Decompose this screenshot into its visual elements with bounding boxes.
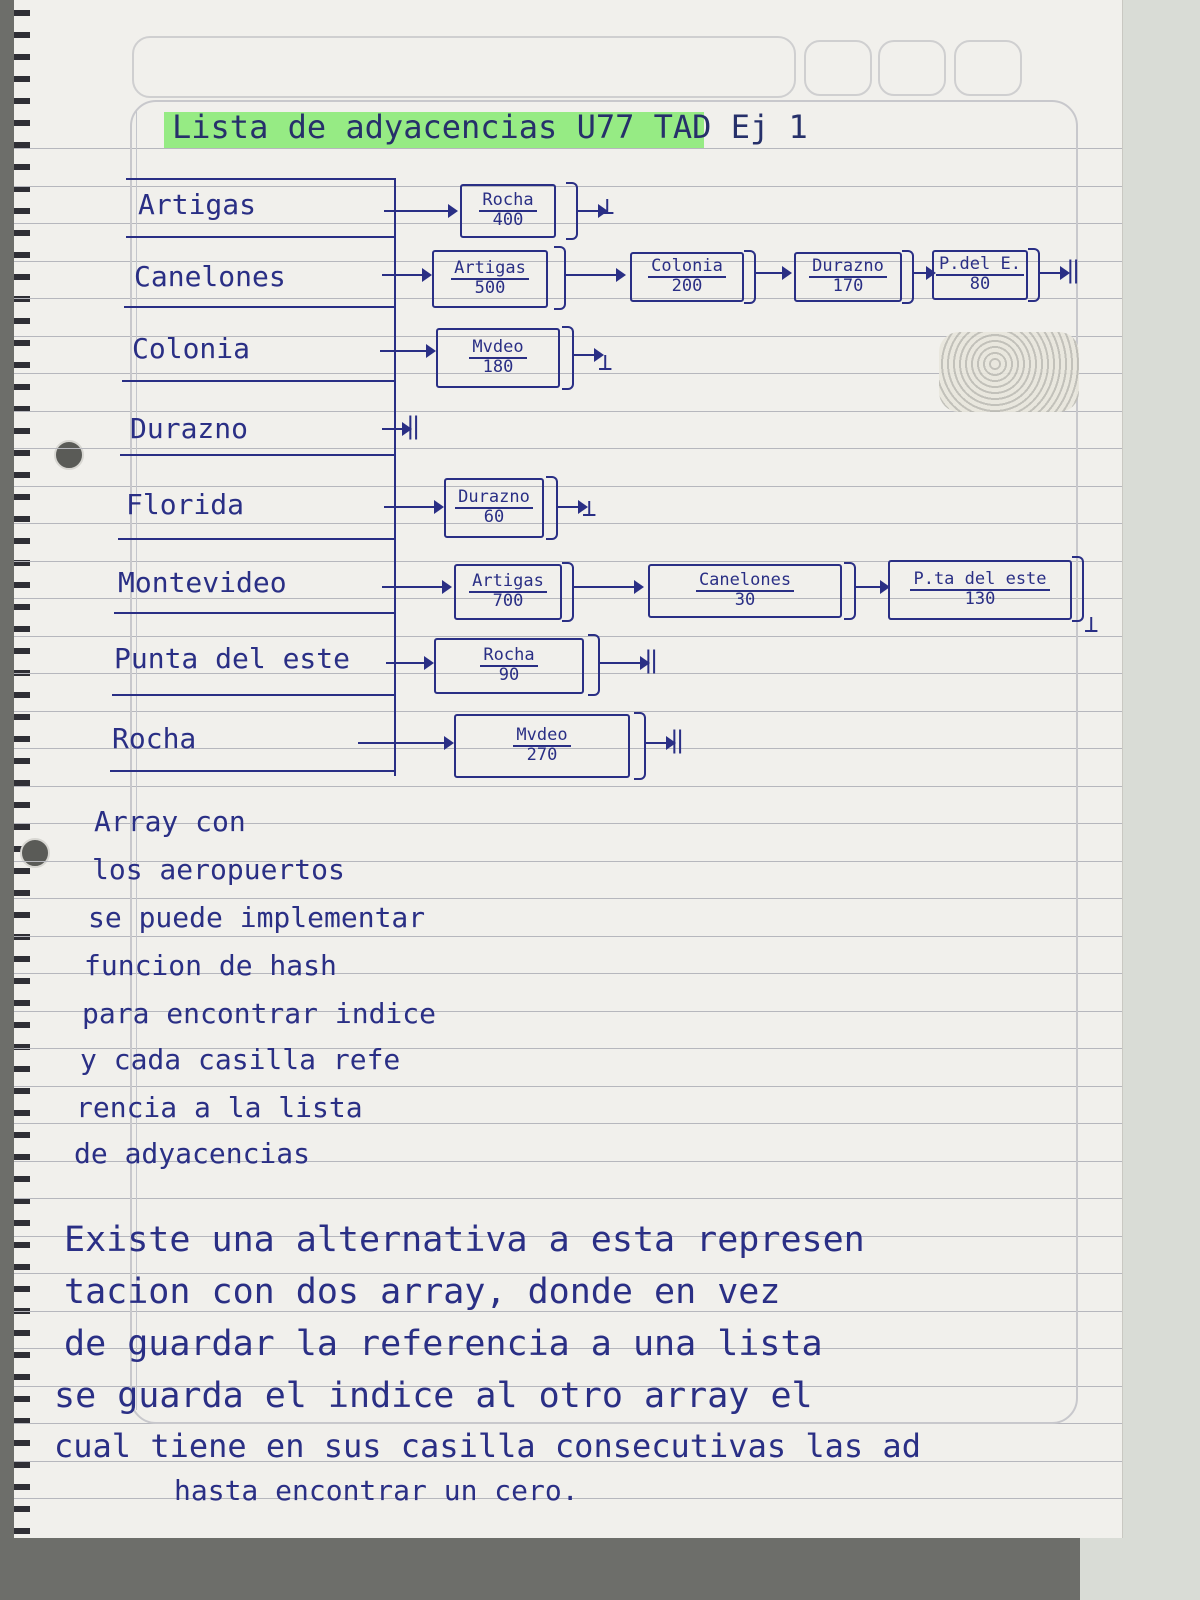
paragraph-line: cual tiene en sus casilla consecutivas las ad bbox=[54, 1427, 921, 1465]
note-line: Array con bbox=[94, 805, 246, 838]
arrow bbox=[914, 272, 926, 274]
note-line: rencia a la lista bbox=[76, 1091, 363, 1124]
adjacency-node: Mvdeo 270 bbox=[454, 714, 630, 778]
arrow bbox=[576, 210, 598, 212]
paragraph-line: tacion con dos array, donde en vez bbox=[64, 1272, 781, 1312]
array-row-line bbox=[120, 454, 394, 456]
note-line: se puede implementar bbox=[88, 901, 426, 934]
node-bracket bbox=[554, 246, 566, 310]
node-bracket bbox=[634, 712, 646, 780]
city-colonia: Colonia bbox=[132, 332, 251, 365]
adjacency-node: P.ta del este 130 bbox=[888, 560, 1072, 620]
arrow bbox=[566, 274, 616, 276]
node-bracket bbox=[1028, 248, 1040, 302]
adjacency-node: Colonia 200 bbox=[630, 252, 744, 302]
array-row-line bbox=[110, 770, 394, 772]
node-bracket bbox=[1072, 556, 1084, 622]
arrow bbox=[382, 586, 442, 588]
arrow bbox=[856, 586, 880, 588]
paragraph-line: se guarda el indice al otro array el bbox=[54, 1376, 813, 1416]
null-marker: ⊥ bbox=[600, 192, 615, 220]
node-bracket bbox=[562, 562, 574, 622]
adjacency-node: Artigas 700 bbox=[454, 564, 562, 620]
arrow bbox=[1040, 272, 1060, 274]
city-montevideo: Montevideo bbox=[118, 566, 287, 599]
punch-hole bbox=[54, 440, 84, 470]
punch-hole bbox=[20, 838, 50, 868]
array-row-line bbox=[126, 178, 394, 180]
header-circle bbox=[804, 40, 872, 96]
array-row-line bbox=[126, 236, 394, 238]
node-bracket bbox=[546, 476, 558, 540]
end-marker: ‖ bbox=[406, 412, 421, 440]
adjacency-node: Durazno 170 bbox=[794, 252, 902, 302]
adjacency-node: Canelones 30 bbox=[648, 564, 842, 618]
null-marker: ⊥ bbox=[598, 348, 613, 376]
arrow bbox=[384, 210, 448, 212]
note-line: y cada casilla refe bbox=[80, 1043, 401, 1076]
spiral-binding bbox=[14, 0, 30, 1538]
city-canelones: Canelones bbox=[134, 260, 286, 293]
adjacency-node: Rocha 90 bbox=[434, 638, 584, 694]
node-bracket bbox=[562, 326, 574, 390]
arrow bbox=[382, 428, 402, 430]
arrow bbox=[380, 350, 426, 352]
paragraph-line: hasta encontrar un cero. bbox=[174, 1474, 579, 1507]
arrow bbox=[358, 742, 444, 744]
arrow bbox=[646, 742, 666, 744]
arrow bbox=[558, 506, 578, 508]
adjacency-node: Mvdeo 180 bbox=[436, 328, 560, 388]
end-marker: ‖ bbox=[1066, 256, 1081, 284]
node-bracket bbox=[902, 250, 914, 304]
header-box bbox=[132, 36, 796, 98]
adjacency-node: Durazno 60 bbox=[444, 478, 544, 538]
node-bracket bbox=[844, 562, 856, 620]
note-line: funcion de hash bbox=[84, 949, 337, 982]
city-punta-del-este: Punta del este bbox=[114, 642, 351, 675]
end-marker: ‖ bbox=[670, 726, 685, 754]
adjacency-node: Rocha 400 bbox=[460, 184, 556, 238]
header-circle bbox=[954, 40, 1022, 96]
arrow bbox=[756, 272, 782, 274]
node-bracket bbox=[588, 634, 600, 696]
arrow bbox=[574, 354, 594, 356]
adjacency-node: P.del E. 80 bbox=[932, 250, 1028, 300]
null-marker: ⊥ bbox=[582, 494, 597, 522]
paragraph-line: de guardar la referencia a una lista bbox=[64, 1324, 823, 1364]
array-row-line bbox=[112, 694, 394, 696]
notebook-page bbox=[14, 0, 1123, 1538]
header-circle bbox=[878, 40, 946, 96]
city-durazno: Durazno bbox=[130, 412, 249, 445]
city-artigas: Artigas bbox=[138, 188, 257, 221]
arrow bbox=[600, 662, 640, 664]
array-row-line bbox=[118, 538, 394, 540]
note-line: los aeropuertos bbox=[92, 853, 345, 886]
note-line: para encontrar indice bbox=[82, 997, 437, 1030]
arrow bbox=[574, 586, 634, 588]
arrow bbox=[382, 274, 422, 276]
null-marker: ⊥ bbox=[1084, 610, 1099, 638]
adjacency-node: Artigas 500 bbox=[432, 250, 548, 308]
node-bracket bbox=[744, 250, 756, 304]
end-marker: ‖ bbox=[644, 646, 659, 674]
arrow bbox=[386, 662, 424, 664]
city-florida: Florida bbox=[126, 488, 245, 521]
arrow bbox=[384, 506, 434, 508]
array-row-line bbox=[114, 612, 394, 614]
scribble-out bbox=[939, 332, 1079, 412]
paragraph-line: Existe una alternativa a esta represen bbox=[64, 1220, 865, 1260]
city-rocha: Rocha bbox=[112, 722, 197, 755]
array-row-line bbox=[122, 380, 394, 382]
array-row-line bbox=[124, 306, 394, 308]
note-line: de adyacencias bbox=[74, 1137, 311, 1170]
page-title: Lista de adyacencias U77 TAD Ej 1 bbox=[172, 108, 808, 146]
array-divider bbox=[394, 178, 396, 776]
